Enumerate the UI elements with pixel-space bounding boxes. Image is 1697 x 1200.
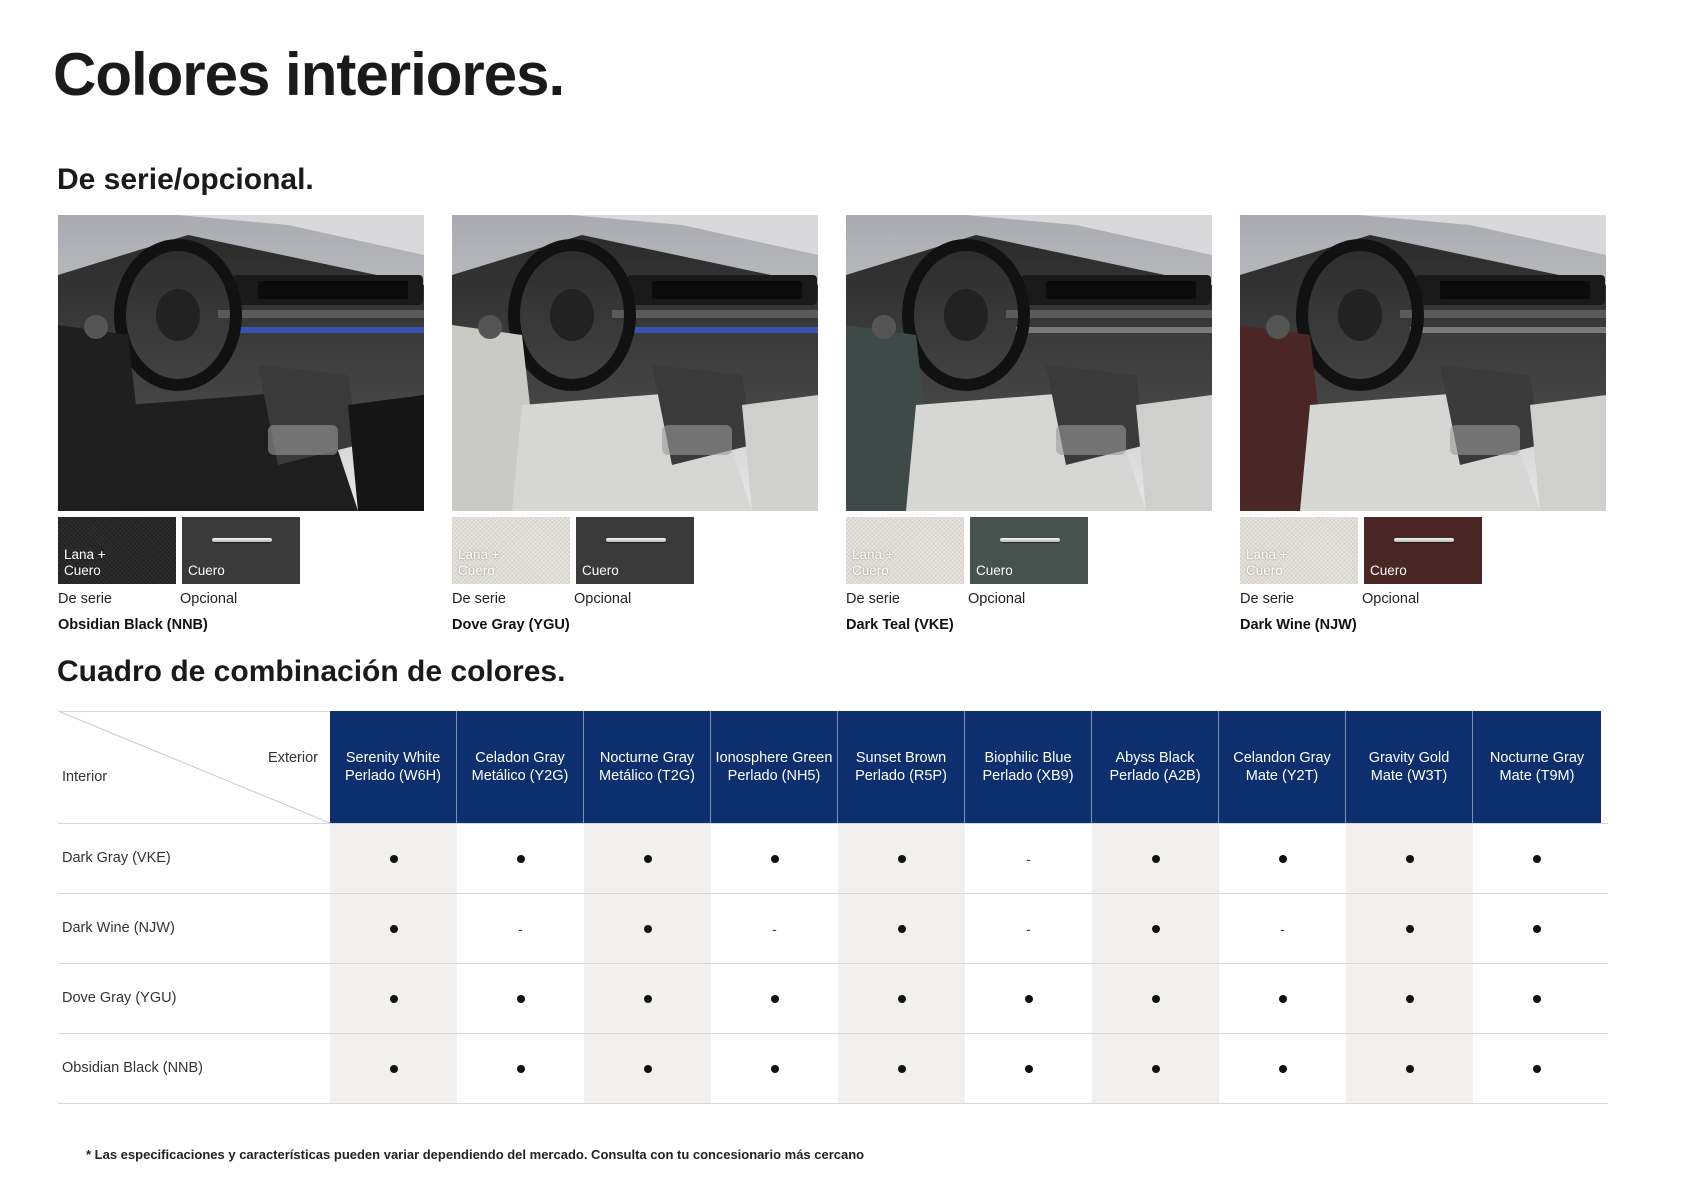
corner-label-exterior: Exterior: [268, 750, 318, 766]
table-row: [58, 824, 1608, 894]
exterior-header-cell: Ionosphere Green Perlado (NH5): [711, 711, 838, 823]
dot-icon: [1533, 1065, 1541, 1073]
trim-name: Dove Gray (YGU): [452, 617, 570, 633]
dash-mark: -: [518, 920, 523, 937]
dot-icon: [644, 925, 652, 933]
available-dot: [711, 964, 838, 1033]
available-dot: [838, 1034, 965, 1103]
available-dot: [584, 824, 711, 893]
dot-icon: [898, 925, 906, 933]
available-dot: [1092, 964, 1219, 1033]
dot-icon: [1533, 925, 1541, 933]
swatch-row: [58, 517, 424, 584]
caption-standard: De serie: [452, 591, 506, 607]
dot-icon: [1025, 995, 1033, 1003]
dot-icon: [644, 995, 652, 1003]
available-dot: [457, 824, 584, 893]
available-dot: [965, 1034, 1092, 1103]
not-available-dash: [965, 894, 1092, 963]
caption-standard: De serie: [1240, 591, 1294, 607]
door-handle-icon: [1394, 538, 1454, 542]
swatch-optional-label: Cuero: [582, 563, 619, 578]
interior-photo: [452, 215, 818, 511]
swatch-standard: [58, 517, 176, 584]
dot-icon: [898, 855, 906, 863]
dot-icon: [1406, 1065, 1414, 1073]
caption-standard: De serie: [58, 591, 112, 607]
available-dot: [1346, 1034, 1473, 1103]
dot-icon: [390, 855, 398, 863]
corner-label-interior: Interior: [62, 769, 108, 785]
exterior-header-cell: Nocturne Gray Mate (T9M): [1473, 711, 1601, 823]
footnote: * Las especificaciones y características pueden variar dependiendo del mercado. Consulta con tu concesionario más cercano: [86, 1147, 865, 1162]
interior-photo: [1240, 215, 1606, 511]
dot-icon: [1279, 995, 1287, 1003]
available-dot: [1092, 894, 1219, 963]
dot-icon: [644, 1065, 652, 1073]
exterior-header-cell: Nocturne Gray Metálico (T2G): [584, 711, 711, 823]
trim-card: [58, 215, 424, 633]
table-row: [58, 894, 1608, 964]
exterior-header-cell: Gravity Gold Mate (W3T): [1346, 711, 1473, 823]
available-dot: [1219, 964, 1346, 1033]
dot-icon: [644, 855, 652, 863]
not-available-dash: [711, 894, 838, 963]
interior-photo: [58, 215, 424, 511]
interior-label: Obsidian Black (NNB): [62, 1060, 204, 1076]
available-dot: [457, 1034, 584, 1103]
dot-icon: [1406, 995, 1414, 1003]
caption-standard: De serie: [846, 591, 900, 607]
exterior-header-cell: Serenity White Perlado (W6H): [330, 711, 457, 823]
door-handle-icon: [606, 538, 666, 542]
dot-icon: [1152, 855, 1160, 863]
dot-icon: [1152, 995, 1160, 1003]
not-available-dash: [965, 824, 1092, 893]
available-dot: [838, 964, 965, 1033]
table-row: [58, 964, 1608, 1034]
dot-icon: [517, 855, 525, 863]
available-dot: [1346, 894, 1473, 963]
caption-optional: Opcional: [968, 591, 1026, 607]
available-dot: [1092, 1034, 1219, 1103]
door-handle-icon: [1000, 538, 1060, 542]
available-dot: [1473, 894, 1601, 963]
available-dot: [1092, 824, 1219, 893]
dot-icon: [1025, 1065, 1033, 1073]
available-dot: [330, 964, 457, 1033]
dash-mark: -: [772, 920, 777, 937]
available-dot: [1473, 824, 1601, 893]
available-dot: [330, 1034, 457, 1103]
table-header: [58, 711, 1608, 824]
dash-mark: -: [1280, 920, 1285, 937]
not-available-dash: [1219, 894, 1346, 963]
available-dot: [457, 964, 584, 1033]
dash-mark: -: [1026, 920, 1031, 937]
dot-icon: [1152, 1065, 1160, 1073]
section-title-options: De serie/opcional.: [57, 163, 314, 196]
available-dot: [965, 964, 1092, 1033]
interior-label: Dove Gray (YGU): [62, 990, 177, 1006]
swatch-optional-label: Cuero: [976, 563, 1013, 578]
available-dot: [1346, 964, 1473, 1033]
available-dot: [1346, 824, 1473, 893]
available-dot: [711, 1034, 838, 1103]
dot-icon: [390, 925, 398, 933]
dot-icon: [1406, 925, 1414, 933]
available-dot: [584, 1034, 711, 1103]
dot-icon: [1152, 925, 1160, 933]
trim-card: [452, 215, 818, 633]
exterior-header-cell: Abyss Black Perlado (A2B): [1092, 711, 1219, 823]
color-combination-table: [58, 711, 1608, 1104]
swatch-captions: [452, 591, 818, 611]
swatch-captions: [58, 591, 424, 611]
table-row: [58, 1034, 1608, 1104]
swatch-row: [846, 517, 1212, 584]
swatch-optional: [576, 517, 694, 584]
dot-icon: [517, 1065, 525, 1073]
trim-name: Dark Teal (VKE): [846, 617, 954, 633]
trim-name: Dark Wine (NJW): [1240, 617, 1357, 633]
available-dot: [838, 824, 965, 893]
dot-icon: [898, 1065, 906, 1073]
available-dot: [711, 824, 838, 893]
dot-icon: [898, 995, 906, 1003]
swatch-standard: [1240, 517, 1358, 584]
section-title-matrix: Cuadro de combinación de colores.: [57, 655, 566, 688]
dot-icon: [1279, 855, 1287, 863]
exterior-header-cell: Celadon Gray Metálico (Y2G): [457, 711, 584, 823]
dot-icon: [1279, 1065, 1287, 1073]
swatch-row: [1240, 517, 1606, 584]
table-corner: [58, 711, 330, 823]
caption-optional: Opcional: [1362, 591, 1420, 607]
available-dot: [584, 894, 711, 963]
exterior-header-row: [330, 711, 1601, 823]
interior-label: Dark Gray (VKE): [62, 850, 171, 866]
swatch-standard-label: Lana + Cuero: [852, 547, 894, 578]
swatch-optional: [970, 517, 1088, 584]
trim-card: [1240, 215, 1606, 633]
not-available-dash: [457, 894, 584, 963]
swatch-captions: [1240, 591, 1606, 611]
swatch-standard: [846, 517, 964, 584]
caption-optional: Opcional: [574, 591, 632, 607]
page-title: Colores interiores.: [53, 41, 565, 108]
exterior-header-cell: Biophilic Blue Perlado (XB9): [965, 711, 1092, 823]
dot-icon: [771, 995, 779, 1003]
dot-icon: [390, 995, 398, 1003]
dash-mark: -: [1026, 850, 1031, 867]
trim-name: Obsidian Black (NNB): [58, 617, 208, 633]
dot-icon: [1406, 855, 1414, 863]
swatch-optional: [1364, 517, 1482, 584]
swatch-captions: [846, 591, 1212, 611]
table-body: [58, 824, 1608, 1104]
door-handle-icon: [212, 538, 272, 542]
available-dot: [1473, 1034, 1601, 1103]
trim-card: [846, 215, 1212, 633]
interior-label: Dark Wine (NJW): [62, 920, 175, 936]
available-dot: [330, 894, 457, 963]
swatch-row: [452, 517, 818, 584]
dot-icon: [771, 1065, 779, 1073]
swatch-standard-label: Lana + Cuero: [458, 547, 500, 578]
diagonal-divider: [58, 711, 330, 823]
available-dot: [1473, 964, 1601, 1033]
exterior-header-cell: Celandon Gray Mate (Y2T): [1219, 711, 1346, 823]
swatch-optional-label: Cuero: [188, 563, 225, 578]
available-dot: [1219, 824, 1346, 893]
swatch-optional: [182, 517, 300, 584]
dot-icon: [771, 855, 779, 863]
dot-icon: [390, 1065, 398, 1073]
dot-icon: [1533, 855, 1541, 863]
available-dot: [584, 964, 711, 1033]
swatch-standard-label: Lana + Cuero: [64, 547, 106, 578]
dot-icon: [517, 995, 525, 1003]
dot-icon: [1533, 995, 1541, 1003]
swatch-standard-label: Lana + Cuero: [1246, 547, 1288, 578]
swatch-standard: [452, 517, 570, 584]
available-dot: [838, 894, 965, 963]
available-dot: [1219, 1034, 1346, 1103]
available-dot: [330, 824, 457, 893]
interior-photo: [846, 215, 1212, 511]
caption-optional: Opcional: [180, 591, 238, 607]
exterior-header-cell: Sunset Brown Perlado (R5P): [838, 711, 965, 823]
swatch-optional-label: Cuero: [1370, 563, 1407, 578]
